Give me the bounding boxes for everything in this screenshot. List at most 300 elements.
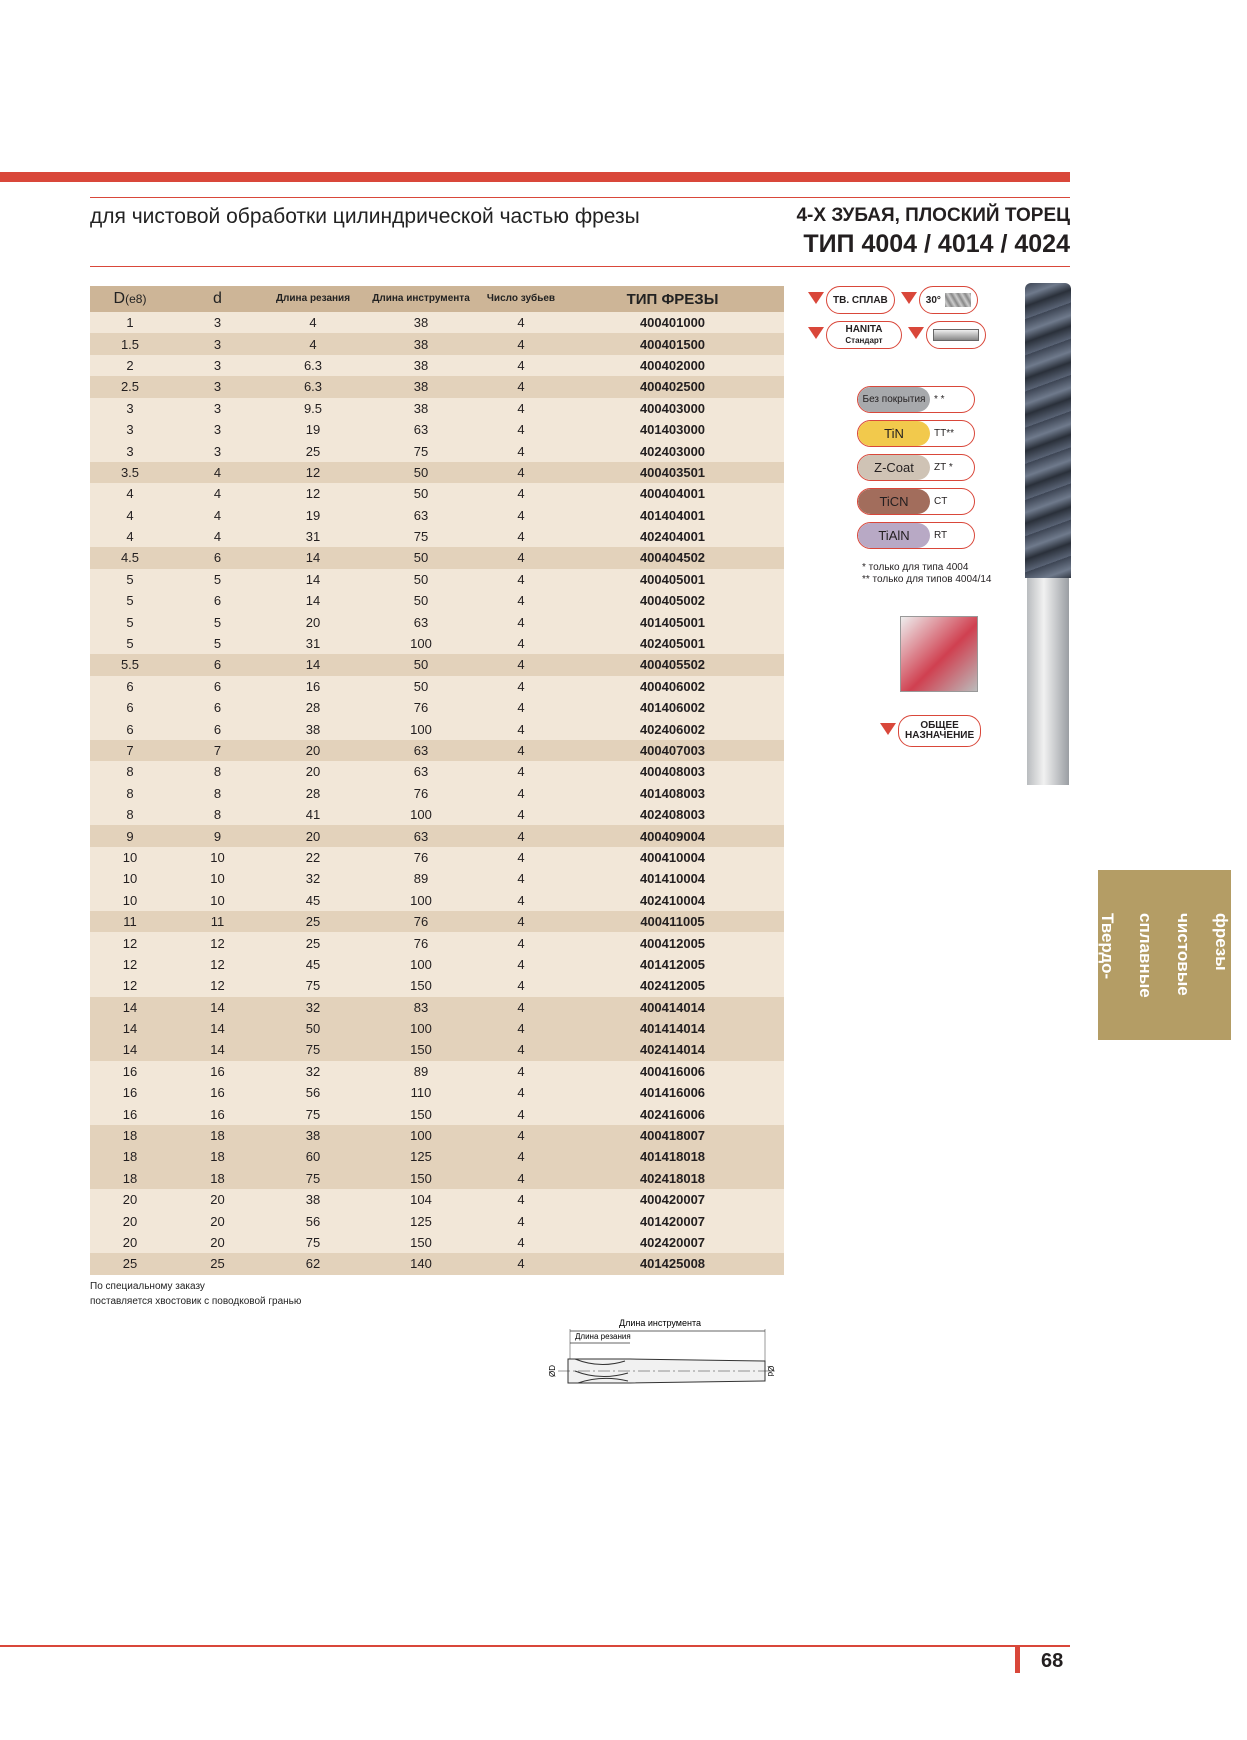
table-row [90, 1082, 784, 1103]
cell-tool-length: 38 [361, 398, 481, 419]
col-header-tool-length: Длина инструмента [361, 286, 481, 312]
cell-diameter: 1.5 [90, 333, 170, 354]
cell-flutes: 4 [481, 804, 561, 825]
cell-diameter: 5 [90, 611, 170, 632]
cell-shank: 16 [170, 1061, 265, 1082]
cell-cut-length: 14 [265, 654, 361, 675]
cell-shank: 14 [170, 1018, 265, 1039]
cell-tool-length: 75 [361, 526, 481, 547]
cell-flutes: 4 [481, 1018, 561, 1039]
cell-shank: 20 [170, 1232, 265, 1253]
cell-diameter: 7 [90, 740, 170, 761]
cell-flutes: 4 [481, 676, 561, 697]
cell-type-code: 402403000 [561, 440, 784, 461]
cell-type-code: 400403000 [561, 398, 784, 419]
cell-type-code: 401406002 [561, 697, 784, 718]
cell-shank: 3 [170, 376, 265, 397]
cell-diameter: 6 [90, 697, 170, 718]
cell-flutes: 4 [481, 1061, 561, 1082]
general-purpose-badge-row [880, 715, 981, 747]
col-header-type: ТИП ФРЕЗЫ [561, 286, 784, 312]
cell-tool-length: 50 [361, 569, 481, 590]
cell-cut-length: 41 [265, 804, 361, 825]
table-row [90, 911, 784, 932]
cell-diameter: 5.5 [90, 654, 170, 675]
cell-tool-length: 89 [361, 1061, 481, 1082]
cell-flutes: 4 [481, 1232, 561, 1253]
cell-tool-length: 76 [361, 932, 481, 953]
cell-flutes: 4 [481, 847, 561, 868]
cell-tool-length: 76 [361, 847, 481, 868]
table-row [90, 997, 784, 1018]
cell-shank: 6 [170, 697, 265, 718]
cell-shank: 6 [170, 718, 265, 739]
cell-flutes: 4 [481, 783, 561, 804]
cell-tool-length: 50 [361, 462, 481, 483]
product-table [90, 286, 784, 1275]
cell-cut-length: 12 [265, 462, 361, 483]
cell-flutes: 4 [481, 654, 561, 675]
top-accent-bar [0, 172, 1070, 182]
cell-cut-length: 32 [265, 997, 361, 1018]
cell-cut-length: 12 [265, 483, 361, 504]
cell-tool-length: 50 [361, 547, 481, 568]
cell-flutes: 4 [481, 590, 561, 611]
cell-diameter: 18 [90, 1168, 170, 1189]
cell-type-code: 400420007 [561, 1189, 784, 1210]
cell-flutes: 4 [481, 611, 561, 632]
cell-shank: 14 [170, 1039, 265, 1060]
cell-tool-length: 63 [361, 825, 481, 846]
table-row [90, 890, 784, 911]
table-row [90, 804, 784, 825]
cell-type-code: 401408003 [561, 783, 784, 804]
cell-tool-length: 76 [361, 697, 481, 718]
cell-flutes: 4 [481, 1039, 561, 1060]
cell-cut-length: 38 [265, 1125, 361, 1146]
cell-flutes: 4 [481, 740, 561, 761]
side-tab-line-3: чистовые [1174, 912, 1193, 996]
cell-diameter: 3 [90, 440, 170, 461]
cell-flutes: 4 [481, 1125, 561, 1146]
cell-shank: 6 [170, 654, 265, 675]
table-row [90, 1210, 784, 1231]
cell-type-code: 402412005 [561, 975, 784, 996]
note-line-1: По специальному заказу [90, 1281, 205, 1292]
cell-tool-length: 83 [361, 997, 481, 1018]
cell-flutes: 4 [481, 440, 561, 461]
cell-diameter: 3.5 [90, 462, 170, 483]
cell-type-code: 400414014 [561, 997, 784, 1018]
cell-tool-length: 50 [361, 590, 481, 611]
cell-type-code: 400402000 [561, 355, 784, 376]
cell-cut-length: 75 [265, 1232, 361, 1253]
cell-diameter: 5 [90, 569, 170, 590]
col-header-shank: d [170, 286, 265, 312]
cell-cut-length: 25 [265, 911, 361, 932]
table-row [90, 954, 784, 975]
cell-type-code: 400403501 [561, 462, 784, 483]
cell-diameter: 11 [90, 911, 170, 932]
section-side-tab[interactable] [1098, 870, 1231, 1040]
table-row [90, 526, 784, 547]
cell-shank: 3 [170, 333, 265, 354]
cell-diameter: 20 [90, 1189, 170, 1210]
side-tab-line-4: фрезы [1212, 912, 1231, 971]
col-header-flutes: Число зубьев [481, 286, 561, 312]
cell-diameter: 4 [90, 505, 170, 526]
cell-tool-length: 100 [361, 718, 481, 739]
cell-shank: 20 [170, 1189, 265, 1210]
cell-shank: 16 [170, 1103, 265, 1124]
cell-tool-length: 140 [361, 1253, 481, 1274]
cell-diameter: 10 [90, 868, 170, 889]
cell-tool-length: 63 [361, 419, 481, 440]
cell-type-code: 402414014 [561, 1039, 784, 1060]
cell-cut-length: 75 [265, 1039, 361, 1060]
cell-type-code: 400410004 [561, 847, 784, 868]
cell-flutes: 4 [481, 547, 561, 568]
cell-type-code: 401405001 [561, 611, 784, 632]
table-row [90, 932, 784, 953]
cell-cut-length: 22 [265, 847, 361, 868]
title-line-1: 4-Х ЗУБАЯ, ПЛОСКИЙ ТОРЕЦ [796, 205, 1070, 226]
cell-cut-length: 56 [265, 1082, 361, 1103]
cell-diameter: 14 [90, 1039, 170, 1060]
cell-flutes: 4 [481, 1146, 561, 1167]
cell-cut-length: 20 [265, 611, 361, 632]
coating-label: Z-Coat [858, 455, 930, 480]
cell-type-code: 400401500 [561, 333, 784, 354]
cell-shank: 6 [170, 590, 265, 611]
table-row [90, 868, 784, 889]
cell-diameter: 12 [90, 954, 170, 975]
cell-tool-length: 38 [361, 333, 481, 354]
cell-type-code: 402408003 [561, 804, 784, 825]
table-row [90, 975, 784, 996]
cell-cut-length: 14 [265, 547, 361, 568]
table-row [90, 398, 784, 419]
table-row [90, 1125, 784, 1146]
cell-flutes: 4 [481, 1103, 561, 1124]
cell-diameter: 8 [90, 783, 170, 804]
table-row [90, 355, 784, 376]
cell-cut-length: 6.3 [265, 376, 361, 397]
end-mill-photo [1025, 283, 1071, 785]
page-number-marker [1015, 1647, 1020, 1673]
shank-diameter-label: Ød [766, 1365, 775, 1377]
cell-diameter: 18 [90, 1146, 170, 1167]
cell-shank: 9 [170, 825, 265, 846]
cell-flutes: 4 [481, 1082, 561, 1103]
cell-diameter: 2.5 [90, 376, 170, 397]
cell-tool-length: 50 [361, 483, 481, 504]
cell-cut-length: 75 [265, 975, 361, 996]
cell-tool-length: 38 [361, 312, 481, 333]
table-row [90, 1146, 784, 1167]
cell-diameter: 2 [90, 355, 170, 376]
cell-diameter: 4 [90, 526, 170, 547]
coating-code: TT** [934, 428, 954, 439]
cell-flutes: 4 [481, 376, 561, 397]
cell-cut-length: 4 [265, 312, 361, 333]
table-row [90, 590, 784, 611]
cell-diameter: 3 [90, 398, 170, 419]
cell-type-code: 400401000 [561, 312, 784, 333]
cell-diameter: 8 [90, 804, 170, 825]
table-row [90, 740, 784, 761]
cell-cut-length: 19 [265, 505, 361, 526]
cell-tool-length: 76 [361, 783, 481, 804]
cell-cut-length: 38 [265, 718, 361, 739]
side-tab-line-2: сплавные [1136, 912, 1155, 998]
material-badge-row [808, 286, 978, 314]
cell-cut-length: 31 [265, 633, 361, 654]
coating-label: TiCN [858, 489, 930, 514]
cell-shank: 4 [170, 505, 265, 526]
cell-shank: 3 [170, 398, 265, 419]
cell-type-code: 400407003 [561, 740, 784, 761]
cell-flutes: 4 [481, 975, 561, 996]
table-row [90, 783, 784, 804]
cell-flutes: 4 [481, 890, 561, 911]
cell-cut-length: 25 [265, 440, 361, 461]
table-row [90, 761, 784, 782]
cell-cut-length: 50 [265, 1018, 361, 1039]
cell-tool-length: 125 [361, 1146, 481, 1167]
cell-shank: 16 [170, 1082, 265, 1103]
cell-tool-length: 125 [361, 1210, 481, 1231]
cell-cut-length: 45 [265, 954, 361, 975]
cutting-length-label: Длина резания [575, 1332, 631, 1341]
cell-diameter: 25 [90, 1253, 170, 1274]
cell-tool-length: 110 [361, 1082, 481, 1103]
table-row [90, 1061, 784, 1082]
table-row [90, 847, 784, 868]
shank-type-badge [926, 321, 986, 349]
cell-flutes: 4 [481, 1253, 561, 1274]
table-row [90, 547, 784, 568]
helix-icon [945, 293, 971, 307]
table-row [90, 825, 784, 846]
cell-cut-length: 9.5 [265, 398, 361, 419]
coating-code: ZT * [934, 462, 953, 473]
coating-notes [862, 562, 992, 586]
cell-type-code: 400404502 [561, 547, 784, 568]
cell-flutes: 4 [481, 1189, 561, 1210]
cell-type-code: 401414014 [561, 1018, 784, 1039]
cell-tool-length: 63 [361, 761, 481, 782]
cell-cut-length: 45 [265, 890, 361, 911]
cell-cut-length: 28 [265, 783, 361, 804]
cell-shank: 18 [170, 1146, 265, 1167]
cell-flutes: 4 [481, 868, 561, 889]
helix-angle-badge: 30° [919, 286, 978, 314]
cell-shank: 11 [170, 911, 265, 932]
coating-option [857, 522, 975, 549]
cell-shank: 5 [170, 611, 265, 632]
dimension-diagram [530, 1317, 790, 1397]
cell-diameter: 4.5 [90, 547, 170, 568]
cell-shank: 12 [170, 975, 265, 996]
coating-note-1: * только для типа 4004 [862, 562, 969, 573]
cell-shank: 4 [170, 462, 265, 483]
cell-type-code: 401416006 [561, 1082, 784, 1103]
cell-shank: 20 [170, 1210, 265, 1231]
cell-cut-length: 20 [265, 740, 361, 761]
table-row [90, 1018, 784, 1039]
table-row [90, 505, 784, 526]
table-header [90, 286, 784, 312]
cell-flutes: 4 [481, 398, 561, 419]
cell-shank: 8 [170, 804, 265, 825]
cell-cut-length: 20 [265, 761, 361, 782]
cell-shank: 7 [170, 740, 265, 761]
cell-diameter: 9 [90, 825, 170, 846]
cell-diameter: 12 [90, 975, 170, 996]
cell-cut-length: 16 [265, 676, 361, 697]
cell-diameter: 3 [90, 419, 170, 440]
cell-cut-length: 6.3 [265, 355, 361, 376]
cell-type-code: 402410004 [561, 890, 784, 911]
cell-cut-length: 14 [265, 590, 361, 611]
tool-flutes [1025, 283, 1071, 578]
cell-flutes: 4 [481, 697, 561, 718]
cell-flutes: 4 [481, 355, 561, 376]
table-row [90, 654, 784, 675]
cell-diameter: 14 [90, 997, 170, 1018]
cell-cut-length: 62 [265, 1253, 361, 1274]
coating-code: RT [934, 530, 948, 541]
coating-option [857, 454, 975, 481]
table-row [90, 569, 784, 590]
table-row [90, 1189, 784, 1210]
cell-tool-length: 100 [361, 804, 481, 825]
cell-shank: 6 [170, 547, 265, 568]
cell-flutes: 4 [481, 633, 561, 654]
cell-tool-length: 100 [361, 633, 481, 654]
cell-type-code: 400404001 [561, 483, 784, 504]
cell-type-code: 402404001 [561, 526, 784, 547]
coating-code: * * [934, 394, 945, 405]
cell-tool-length: 63 [361, 611, 481, 632]
cell-shank: 18 [170, 1168, 265, 1189]
cell-type-code: 400411005 [561, 911, 784, 932]
table-row [90, 333, 784, 354]
cell-type-code: 401420007 [561, 1210, 784, 1231]
coating-note-2: ** только для типов 4004/14 [862, 574, 992, 585]
cell-tool-length: 50 [361, 654, 481, 675]
cell-shank: 3 [170, 419, 265, 440]
cell-shank: 12 [170, 954, 265, 975]
table-row [90, 1103, 784, 1124]
diameter-label: ØD [548, 1365, 557, 1377]
cell-diameter: 10 [90, 890, 170, 911]
cell-tool-length: 150 [361, 1039, 481, 1060]
coating-option [857, 386, 975, 413]
cell-flutes: 4 [481, 825, 561, 846]
arrow-icon [808, 292, 824, 308]
cell-shank: 4 [170, 483, 265, 504]
cell-diameter: 14 [90, 1018, 170, 1039]
cell-tool-length: 50 [361, 676, 481, 697]
cell-diameter: 18 [90, 1125, 170, 1146]
footer-line [0, 1645, 1070, 1647]
cell-shank: 18 [170, 1125, 265, 1146]
cell-cut-length: 38 [265, 1189, 361, 1210]
cell-cut-length: 4 [265, 333, 361, 354]
tool-shank [1027, 578, 1069, 785]
table-row [90, 376, 784, 397]
cell-tool-length: 63 [361, 505, 481, 526]
coating-label: TiAlN [858, 523, 930, 548]
cell-diameter: 8 [90, 761, 170, 782]
table-row [90, 483, 784, 504]
cell-tool-length: 76 [361, 911, 481, 932]
cell-type-code: 402420007 [561, 1232, 784, 1253]
table-row [90, 676, 784, 697]
coating-code: CT [934, 496, 948, 507]
cell-shank: 10 [170, 868, 265, 889]
arrow-icon [808, 327, 824, 343]
material-badge: ТВ. СПЛАВ [826, 286, 895, 314]
table-row [90, 611, 784, 632]
cell-diameter: 6 [90, 676, 170, 697]
table-body [90, 312, 784, 1275]
cell-type-code: 401410004 [561, 868, 784, 889]
cell-shank: 10 [170, 890, 265, 911]
cell-type-code: 400405002 [561, 590, 784, 611]
table-row [90, 1039, 784, 1060]
cell-cut-length: 32 [265, 868, 361, 889]
cell-flutes: 4 [481, 1168, 561, 1189]
cell-flutes: 4 [481, 997, 561, 1018]
cell-diameter: 16 [90, 1103, 170, 1124]
cell-cut-length: 75 [265, 1103, 361, 1124]
cell-shank: 5 [170, 569, 265, 590]
cell-shank: 3 [170, 440, 265, 461]
cell-shank: 6 [170, 676, 265, 697]
arrow-icon [901, 292, 917, 308]
cell-cut-length: 32 [265, 1061, 361, 1082]
cell-diameter: 4 [90, 483, 170, 504]
cell-tool-length: 104 [361, 1189, 481, 1210]
title-line-2: ТИП 4004 / 4014 / 4024 [803, 230, 1070, 258]
cell-diameter: 10 [90, 847, 170, 868]
cell-flutes: 4 [481, 505, 561, 526]
cell-cut-length: 31 [265, 526, 361, 547]
cell-shank: 25 [170, 1253, 265, 1274]
table-row [90, 697, 784, 718]
plain-shank-icon [933, 329, 979, 341]
cell-cut-length: 20 [265, 825, 361, 846]
cell-tool-length: 150 [361, 1103, 481, 1124]
cell-diameter: 1 [90, 312, 170, 333]
cell-shank: 12 [170, 932, 265, 953]
cell-cut-length: 25 [265, 932, 361, 953]
cell-shank: 3 [170, 355, 265, 376]
cell-tool-length: 89 [361, 868, 481, 889]
machining-illustration-icon [900, 616, 978, 692]
cell-tool-length: 63 [361, 740, 481, 761]
top-divider [90, 197, 1070, 198]
cell-diameter: 20 [90, 1232, 170, 1253]
cell-tool-length: 38 [361, 376, 481, 397]
cell-diameter: 5 [90, 633, 170, 654]
cell-tool-length: 100 [361, 1018, 481, 1039]
hanita-standard-badge: HANITA Стандарт [826, 321, 902, 349]
cell-cut-length: 75 [265, 1168, 361, 1189]
